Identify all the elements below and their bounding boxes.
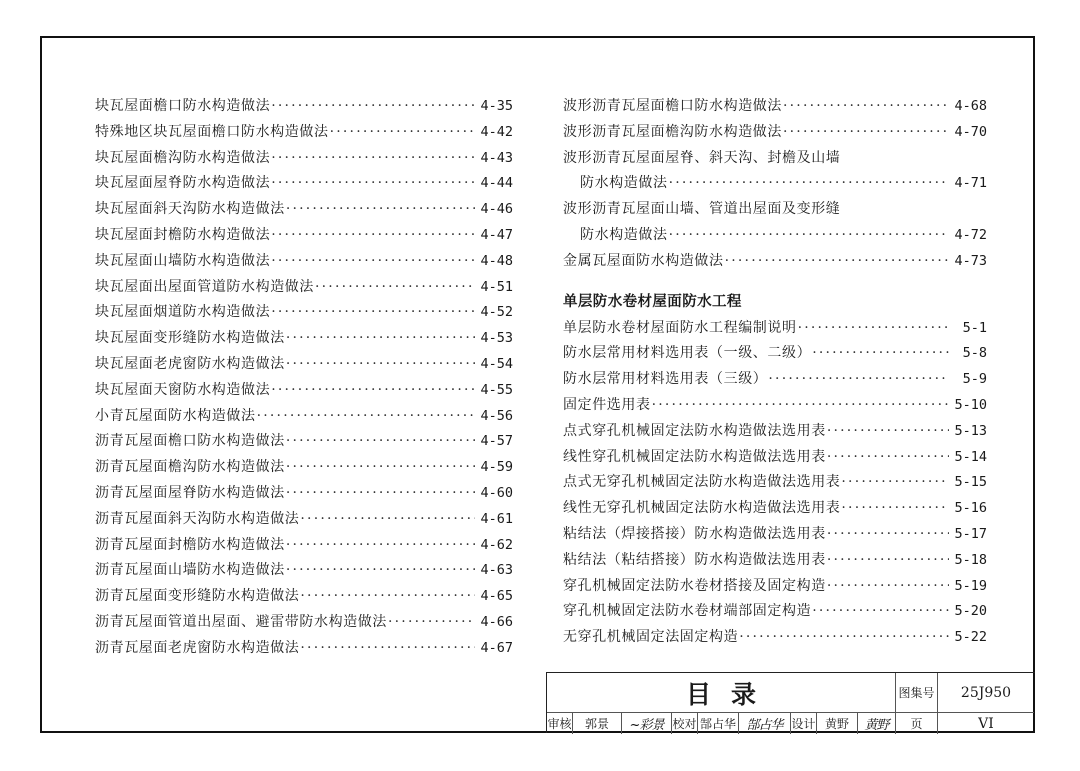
toc-entry-line2[interactable] [563, 171, 987, 197]
toc-entry-page: 4-47 [480, 226, 513, 243]
toc-entry-title: 波形沥青瓦屋面山墙、管道出屋面及变形缝 [563, 201, 841, 218]
toc-entry-title: 防水层常用材料选用表（一级、二级） [563, 345, 812, 362]
leader-dots [271, 223, 475, 249]
leader-dots [286, 481, 475, 507]
leader-dots [300, 584, 475, 610]
toc-entry-title: 沥青瓦屋面封檐防水构造做法 [95, 536, 285, 553]
leader-dots [300, 507, 475, 533]
leader-dots [669, 223, 949, 249]
toc-entry[interactable] [95, 507, 513, 533]
design-label: 设计 [791, 713, 817, 734]
toc-entry-page: 4-60 [480, 484, 513, 501]
toc-entry-title: 沥青瓦屋面檐沟防水构造做法 [95, 459, 285, 476]
toc-entry[interactable] [95, 481, 513, 507]
toc-entry-title: 穿孔机械固定法防水卷材端部固定构造 [563, 603, 812, 620]
leader-dots [271, 300, 475, 326]
toc-entry-page: 4-62 [480, 536, 513, 553]
toc-entry[interactable] [95, 533, 513, 559]
toc-entry-page: 5-10 [954, 396, 987, 413]
toc-entry[interactable] [563, 470, 987, 496]
leader-dots [271, 94, 475, 120]
toc-entry-page: 4-56 [480, 407, 513, 424]
toc-entry-title: 沥青瓦屋面管道出屋面、避雷带防水构造做法 [95, 613, 387, 630]
leader-dots [827, 522, 949, 548]
atlas-number: 25J950 [938, 673, 1034, 713]
toc-entry-title: 块瓦屋面天窗防水构造做法 [95, 381, 271, 398]
toc-entry-title: 波形沥青瓦屋面檐口防水构造做法 [563, 98, 782, 114]
leader-dots [827, 548, 949, 574]
toc-entry[interactable] [95, 326, 513, 352]
toc-entry-page: 4-48 [480, 252, 513, 269]
toc-entry[interactable] [95, 300, 513, 326]
toc-entry[interactable] [95, 558, 513, 584]
section-heading: 单层防水卷材屋面防水工程 [563, 293, 742, 310]
toc-entry-page: 4-51 [480, 278, 513, 295]
leader-dots [768, 367, 949, 393]
toc-entry-page: 4-61 [480, 510, 513, 527]
toc-entry-page: 5-9 [962, 371, 987, 388]
leader-dots [300, 636, 475, 662]
toc-entry[interactable] [563, 574, 987, 600]
toc-entry-title: 固定件选用表 [563, 396, 651, 413]
toc-entry-title: 沥青瓦屋面山墙防水构造做法 [95, 562, 285, 579]
toc-entry-page: 4-54 [480, 355, 513, 372]
page-number: VI [978, 715, 994, 732]
toc-entry-title: 线性无穿孔机械固定法防水构造做法选用表 [563, 500, 841, 517]
toc-entry-title: 粘结法（焊接搭接）防水构造做法选用表 [563, 525, 826, 542]
toc-entry-page: 4-43 [480, 149, 513, 166]
toc-entry-page: 4-67 [480, 639, 513, 656]
toc-entry[interactable] [95, 352, 513, 378]
leader-dots [286, 352, 475, 378]
toc-entry-title: 块瓦屋面出屋面管道防水构造做法 [95, 278, 314, 295]
toc-entry-title: 点式无穿孔机械固定法防水构造做法选用表 [563, 474, 841, 491]
toc-entry[interactable] [95, 455, 513, 481]
page-label: 页 [896, 713, 938, 734]
toc-right-column [563, 94, 987, 651]
leader-dots [652, 393, 949, 419]
toc-left-column [95, 94, 513, 662]
leader-dots [271, 146, 475, 172]
leader-dots [739, 625, 949, 651]
designer-signature: 黄野 [858, 713, 896, 734]
toc-entry[interactable] [563, 94, 987, 120]
toc-entry-title: 沥青瓦屋面老虎窗防水构造做法 [95, 639, 300, 656]
toc-entry-title: 块瓦屋面变形缝防水构造做法 [95, 330, 285, 347]
toc-entry-page: 5-1 [962, 319, 987, 336]
toc-entry-line1[interactable] [563, 146, 987, 172]
toc-entry[interactable] [95, 378, 513, 404]
leader-dots [286, 197, 475, 223]
toc-entry[interactable] [95, 584, 513, 610]
toc-entry[interactable] [95, 171, 513, 197]
toc-entry-page: 4-44 [480, 175, 513, 192]
toc-entry-page: 5-13 [954, 422, 987, 439]
toc-entry-page: 4-53 [480, 330, 513, 347]
toc-entry[interactable] [563, 367, 987, 393]
leader-dots [827, 445, 949, 471]
reviewer-name: 郭景 [573, 713, 622, 734]
toc-entry[interactable] [95, 636, 513, 662]
toc-entry-page: 5-8 [962, 345, 987, 362]
toc-entry[interactable] [95, 94, 513, 120]
toc-entry-page: 4-59 [480, 459, 513, 476]
toc-entry[interactable] [563, 249, 987, 275]
toc-entry-title: 块瓦屋面屋脊防水构造做法 [95, 175, 271, 192]
reviewer-signature: ~彩景 [622, 713, 672, 734]
toc-entry-title: 块瓦屋面封檐防水构造做法 [95, 226, 271, 243]
leader-dots [271, 171, 475, 197]
toc-entry-title: 沥青瓦屋面斜天沟防水构造做法 [95, 510, 300, 527]
leader-dots [725, 249, 949, 275]
leader-dots [783, 94, 949, 120]
toc-entry-page: 4-42 [480, 123, 513, 140]
toc-entry-title: 沥青瓦屋面变形缝防水构造做法 [95, 588, 300, 605]
toc-entry-page: 5-20 [954, 603, 987, 620]
leader-dots [271, 249, 475, 275]
toc-entry-title: 金属瓦屋面防水构造做法 [563, 252, 724, 269]
leader-dots [388, 610, 475, 636]
toc-entry[interactable] [563, 419, 987, 445]
toc-entry-page: 5-17 [954, 525, 987, 542]
toc-entry-page: 4-46 [480, 201, 513, 218]
toc-entry-title-cont: 防水构造做法 [580, 175, 668, 192]
toc-entry-page: 4-71 [954, 175, 987, 192]
toc-entry[interactable] [95, 197, 513, 223]
leader-dots [271, 378, 475, 404]
toc-entry[interactable] [95, 275, 513, 301]
check-label: 校对 [672, 713, 698, 734]
leader-dots [286, 533, 475, 559]
toc-entry[interactable] [95, 223, 513, 249]
toc-entry-page: 5-14 [954, 448, 987, 465]
toc-entry-page: 4-35 [480, 98, 513, 114]
leader-dots [315, 275, 475, 301]
toc-entry-title: 小青瓦屋面防水构造做法 [95, 407, 256, 424]
toc-entry-page: 4-57 [480, 433, 513, 450]
toc-entry-title: 穿孔机械固定法防水卷材搭接及固定构造 [563, 577, 826, 594]
toc-entry-title: 防水层常用材料选用表（三级） [563, 371, 768, 388]
toc-entry-page: 5-18 [954, 551, 987, 568]
toc-entry-title: 沥青瓦屋面檐口防水构造做法 [95, 433, 285, 450]
leader-dots [841, 470, 949, 496]
leader-dots [286, 326, 475, 352]
toc-entry-page: 4-55 [480, 381, 513, 398]
review-label: 审核 [547, 713, 573, 734]
toc-entry-title: 无穿孔机械固定法固定构造 [563, 629, 739, 646]
toc-entry-line2[interactable] [563, 223, 987, 249]
title-block [546, 672, 1035, 733]
toc-entry[interactable] [95, 610, 513, 636]
toc-entry[interactable] [563, 316, 987, 342]
toc-entry-title: 粘结法（粘结搭接）防水构造做法选用表 [563, 551, 826, 568]
toc-entry[interactable] [563, 496, 987, 522]
toc-entry[interactable] [95, 146, 513, 172]
leader-dots [827, 419, 949, 445]
leader-dots [841, 496, 949, 522]
toc-entry[interactable] [563, 548, 987, 574]
leader-dots [669, 171, 949, 197]
toc-entry-page: 4-68 [954, 98, 987, 114]
toc-entry[interactable] [95, 120, 513, 146]
toc-entry[interactable] [563, 393, 987, 419]
toc-entry[interactable] [563, 599, 987, 625]
toc-entry[interactable] [563, 625, 987, 651]
leader-dots [783, 120, 949, 146]
toc-entry-title: 块瓦屋面檐口防水构造做法 [95, 98, 271, 114]
leader-dots [286, 455, 475, 481]
leader-dots [798, 316, 949, 342]
toc-entry-page: 5-15 [954, 474, 987, 491]
toc-entry-page: 5-16 [954, 500, 987, 517]
toc-entry-title: 块瓦屋面檐沟防水构造做法 [95, 149, 271, 166]
toc-entry-page: 4-63 [480, 562, 513, 579]
leader-dots [812, 599, 949, 625]
toc-entry-title: 块瓦屋面斜天沟防水构造做法 [95, 201, 285, 218]
toc-entry-page: 4-72 [954, 226, 987, 243]
toc-entry-page: 5-22 [954, 629, 987, 646]
toc-entry[interactable] [563, 522, 987, 548]
toc-entry-page: 4-65 [480, 588, 513, 605]
atlas-number-label: 图集号 [896, 673, 938, 713]
toc-entry[interactable] [95, 429, 513, 455]
toc-entry-title: 块瓦屋面山墙防水构造做法 [95, 252, 271, 269]
toc-entry[interactable] [563, 341, 987, 367]
toc-entry-title: 点式穿孔机械固定法防水构造做法选用表 [563, 422, 826, 439]
toc-entry-title: 沥青瓦屋面屋脊防水构造做法 [95, 484, 285, 501]
toc-entry-title: 波形沥青瓦屋面屋脊、斜天沟、封檐及山墙 [563, 149, 841, 166]
leader-dots [257, 404, 475, 430]
checker-name: 郜占华 [698, 713, 739, 734]
toc-entry-title: 单层防水卷材屋面防水工程编制说明 [563, 319, 797, 336]
leader-dots [330, 120, 475, 146]
toc-entry[interactable] [563, 445, 987, 471]
leader-dots [827, 574, 949, 600]
toc-entry-title: 块瓦屋面烟道防水构造做法 [95, 304, 271, 321]
checker-signature: 郜占华 [739, 713, 791, 734]
toc-entry[interactable] [563, 120, 987, 146]
toc-entry-title: 线性穿孔机械固定法防水构造做法选用表 [563, 448, 826, 465]
toc-entry-title: 块瓦屋面老虎窗防水构造做法 [95, 355, 285, 372]
leader-dots [286, 558, 475, 584]
toc-entry-page: 4-52 [480, 304, 513, 321]
leader-dots [812, 341, 949, 367]
toc-entry-title-cont: 防水构造做法 [580, 226, 668, 243]
designer-name: 黄野 [817, 713, 858, 734]
toc-entry[interactable] [95, 404, 513, 430]
toc-entry-page: 5-19 [954, 577, 987, 594]
leader-dots [286, 429, 475, 455]
toc-entry-page: 4-70 [954, 123, 987, 140]
toc-entry[interactable] [95, 249, 513, 275]
toc-entry-page: 4-66 [480, 613, 513, 630]
drawing-title: 目录 [547, 673, 896, 713]
toc-entry-page: 4-73 [954, 252, 987, 269]
toc-entry-title: 特殊地区块瓦屋面檐口防水构造做法 [95, 123, 329, 140]
toc-entry-title: 波形沥青瓦屋面檐沟防水构造做法 [563, 123, 782, 140]
toc-entry-line1[interactable] [563, 197, 987, 223]
